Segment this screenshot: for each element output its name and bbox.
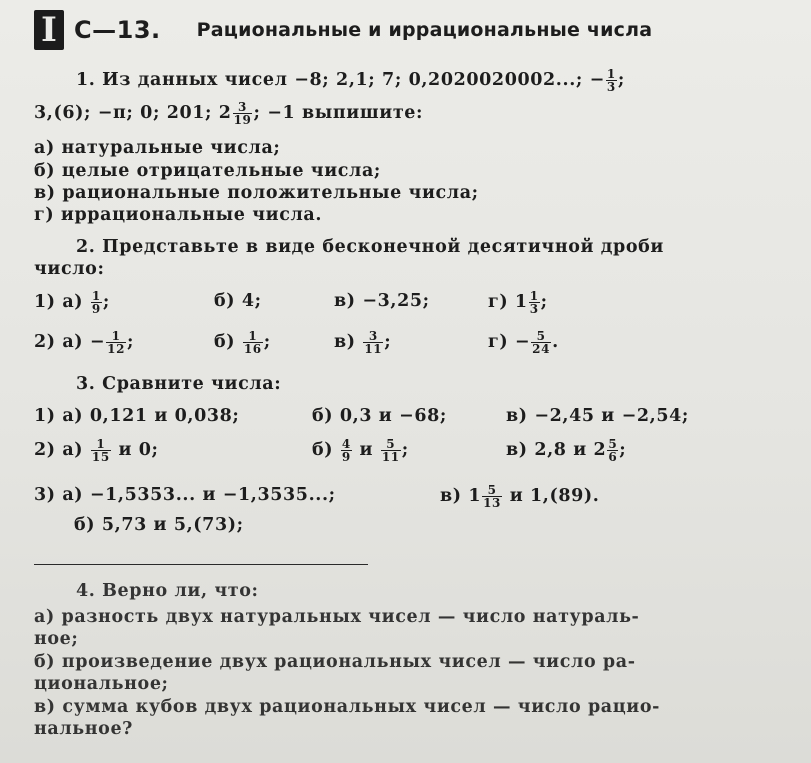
- section-header: [34, 8, 652, 52]
- task3-row3-a: 3) а) −1,5353... и −1,3535...;: [34, 485, 336, 505]
- task3-row2-a: 2) а) $\frac{1}{15}$ и 0;: [34, 437, 159, 464]
- fraction: $\frac{1}{3}$: [529, 289, 539, 316]
- divider-line: [34, 564, 368, 565]
- task3-row1-a: 1) а) 0,121 и 0,038;: [34, 406, 240, 426]
- task3-row3-c: в) 1 $\frac{5}{13}$ и 1,(89).: [440, 483, 600, 510]
- fraction: $\frac{1}{16}$: [243, 329, 262, 356]
- task2-row2-b: б) $\frac{1}{16}$ ;: [214, 329, 271, 356]
- task4-item-b2: циональное;: [34, 674, 169, 694]
- task1-item-b: б) целые отрицательные числа;: [34, 161, 381, 181]
- fraction: $\frac{1}{12}$: [107, 329, 126, 356]
- task2-row1-c: в) −3,25;: [334, 291, 430, 311]
- fraction: $\frac{5}{24}$: [532, 329, 551, 356]
- task2-line1: 2. Представьте в виде бесконечной десятичной дроби: [76, 237, 665, 257]
- fraction: $\frac{3}{11}$: [364, 329, 383, 356]
- task4-title: 4. Верно ли, что:: [76, 581, 259, 601]
- fraction: $\frac{5}{6}$: [608, 437, 618, 464]
- fraction: $\frac{1}{9}$: [91, 289, 101, 316]
- task2-row2-d: г) − $\frac{5}{24}$ .: [488, 329, 559, 356]
- task3-row2-b: б) $\frac{4}{9}$ и $\frac{5}{11}$ ;: [312, 437, 409, 464]
- task2-row1-a: 1) а) $\frac{1}{9}$ ;: [34, 289, 110, 316]
- task3-row1-b: б) 0,3 и −68;: [312, 406, 447, 426]
- fraction: $\frac{1}{3}$: [606, 67, 616, 94]
- fraction: $\frac{1}{15}$: [91, 437, 110, 464]
- task4-item-b1: б) произведение двух рациональных чисел — число ра-: [34, 652, 636, 672]
- task2-line2: число:: [34, 259, 105, 279]
- task4-item-a2: ное;: [34, 629, 79, 649]
- task2-row2-a: 2) а) − $\frac{1}{12}$ ;: [34, 329, 135, 356]
- task1-item-c: в) рациональные положительные числа;: [34, 183, 479, 203]
- fraction: $\frac{3}{19}$: [233, 100, 252, 127]
- fraction: $\frac{4}{9}$: [341, 437, 351, 464]
- task4-item-c1: в) сумма кубов двух рациональных чисел — число рацио-: [34, 697, 660, 717]
- fraction: $\frac{5}{13}$: [483, 483, 502, 510]
- task3-row1-c: в) −2,45 и −2,54;: [506, 406, 689, 426]
- task3-row2-c: в) 2,8 и 2 $\frac{5}{6}$ ;: [506, 437, 627, 464]
- task2-row2-c: в) $\frac{3}{11}$ ;: [334, 329, 392, 356]
- section-title: Рациональные и иррациональные числа: [196, 19, 653, 41]
- fraction: $\frac{5}{11}$: [381, 437, 400, 464]
- task4-item-a1: а) разность двух натуральных чисел — число натураль-: [34, 607, 640, 627]
- task1-item-d: г) иррациональные числа.: [34, 205, 323, 225]
- task1-line2: 3,(6); −π; 0; 201; 2 $\frac{3}{19}$ ; −1 выпишите:: [34, 100, 424, 127]
- task1-item-a: а) натуральные числа;: [34, 138, 281, 158]
- section-marker: I: [34, 10, 64, 50]
- task4-item-c2: нальное?: [34, 719, 134, 739]
- task3-title: 3. Сравните числа:: [76, 374, 282, 394]
- task3-row4-b: б) 5,73 и 5,(73);: [74, 515, 244, 535]
- task1-line1: 1. Из данных чисел −8; 2,1; 7; 0,2020020002...; − $\frac{1}{3}$ ;: [76, 67, 625, 94]
- task2-row1-b: б) 4;: [214, 291, 262, 311]
- task2-row1-d: г) 1 $\frac{1}{3}$ ;: [488, 289, 548, 316]
- section-code: С—13.: [74, 16, 161, 44]
